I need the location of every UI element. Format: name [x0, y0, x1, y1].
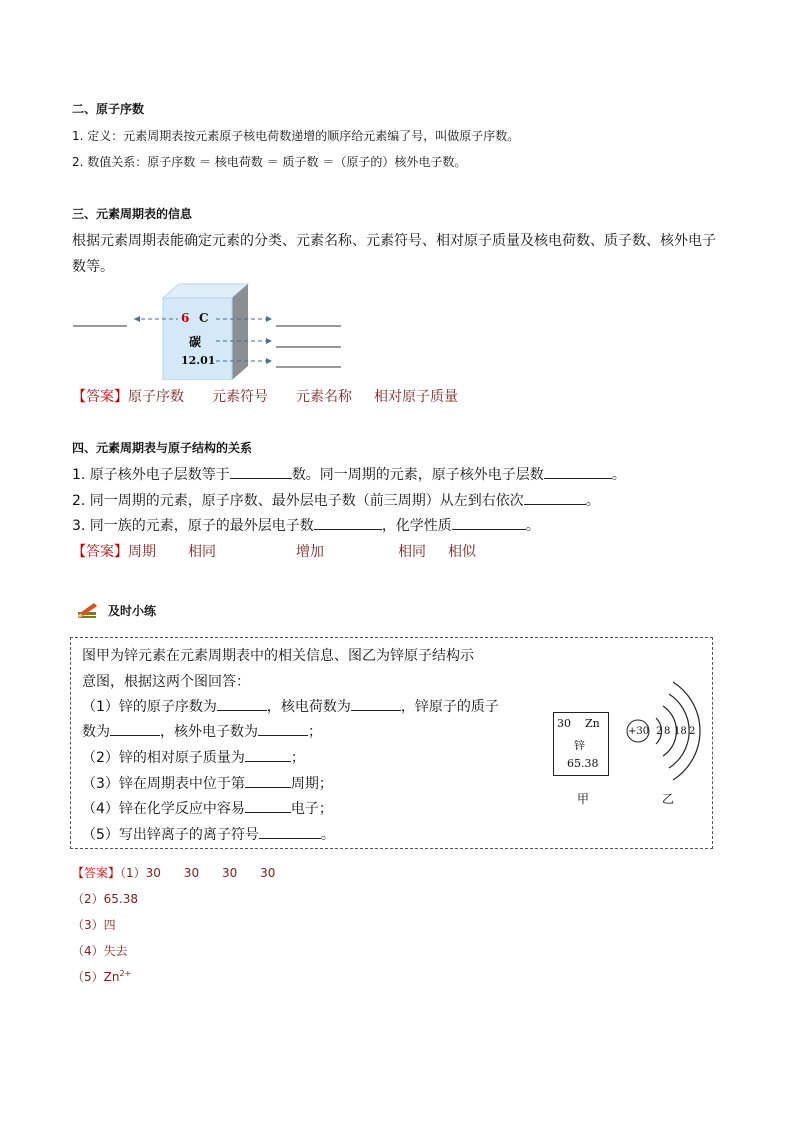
blank: [230, 465, 292, 479]
shell-electrons: 18: [674, 726, 687, 737]
cube-element-name: 碳: [189, 335, 202, 349]
answer-item: 增加: [296, 544, 324, 560]
shell-electrons: 2: [689, 726, 696, 737]
practice-title: 及时小练: [108, 604, 157, 618]
section-3-answer: [72, 386, 458, 406]
practice-answer-5: $(5)Zn^{2+}$: [72, 969, 132, 984]
blank: [524, 491, 586, 505]
cube-atomic-number: 6: [181, 311, 190, 325]
blank: [217, 697, 267, 711]
answer-item: 相同: [188, 544, 216, 560]
answer-item: 元素符号: [212, 389, 268, 405]
question-5: （5）写出锌离子的离子符号 。: [82, 827, 335, 843]
zn-mass: 65.38: [567, 757, 599, 770]
blank: [544, 465, 612, 479]
blank: [258, 722, 308, 736]
section-3-paragraph-line-2: 数等。: [72, 259, 114, 275]
section-3-title: 三、元素周期表的信息: [72, 207, 193, 221]
cube-side-face: [232, 284, 248, 380]
section-3-paragraph-line-1: 根据元素周期表能确定元素的分类、元素名称、元素符号、相对原子质量及核电荷数、质子数、核外电子: [72, 233, 716, 249]
shell-electrons: 2: [656, 726, 663, 737]
practice-answer-4: （4）失去: [72, 944, 128, 958]
section-2-title: 二、原子序数: [72, 102, 145, 116]
section-4-answer: [72, 541, 476, 561]
cube-mass: 12.01: [181, 354, 216, 367]
shell-electrons: 8: [664, 726, 671, 737]
practice-intro-line-2: 意图，根据这两个图回答：: [82, 674, 250, 690]
answer-item: 相似: [448, 544, 476, 560]
blank: [245, 799, 291, 813]
section-4-line-2: 2. 同一周期的元素，原子序数、最外层电子数（前三周期）从左到右依次 。: [72, 493, 600, 509]
practice-answer-1: 【答案】（1）30 30 30 30: [72, 866, 276, 880]
question-1-line-1: （1）锌的原子序数为 ，核电荷数为 ，锌原子的质子: [82, 699, 499, 715]
blank: [452, 516, 526, 530]
answer-item: 相同: [398, 544, 426, 560]
answer-item: 周期: [128, 544, 156, 560]
section-4-line-3: 3. 同一族的元素，原子的最外层电子数 ，化学性质 。: [72, 518, 540, 534]
cube-symbol: C: [199, 311, 209, 325]
blank: [259, 825, 321, 839]
section-4-title: 四、元素周期表与原子结构的关系: [72, 441, 253, 455]
blank: [314, 516, 382, 530]
answer-tag: 【答案】: [72, 866, 121, 880]
label-yi: 乙: [662, 792, 675, 806]
blank: [351, 697, 401, 711]
zn-symbol: Zn: [585, 717, 600, 730]
answer-item: 原子序数: [128, 389, 184, 405]
answer-tag: 【答案】: [72, 544, 128, 560]
definition-line: 1. 定义：元素周期表按元素原子核电荷数递增的顺序给元素编了号，叫做原子序数。: [72, 129, 520, 143]
zn-name: 锌: [574, 739, 585, 752]
question-3: （3）锌在周期表中位于第 周期；: [82, 776, 333, 792]
answer-item: 元素名称: [296, 389, 352, 405]
section-4-line-1: 1. 原子核外电子层数等于 数。同一周期的元素，原子核外电子层数 。: [72, 467, 626, 483]
label-jia: 甲: [577, 792, 590, 806]
blank: [245, 748, 291, 762]
question-1-line-2: 数为 ，核外电子数为 ；: [82, 724, 322, 740]
question-2: （2）锌的相对原子质量为 ；: [82, 750, 305, 766]
practice-answer-2: （2）65.38: [72, 892, 138, 906]
pencil-icon: [76, 600, 100, 620]
relation-line: 2. 数值关系：原子序数 ＝ 核电荷数 ＝ 质子数 ＝（原子的）核外电子数。: [72, 155, 467, 169]
answer-tag: 【答案】: [72, 389, 128, 405]
practice-intro-line-1: 图甲为锌元素在元素周期表中的相关信息、图乙为锌原子结构示: [82, 648, 474, 664]
zn-atomic-number: 30: [557, 717, 571, 730]
blank: [110, 722, 160, 736]
answer-item: 相对原子质量: [374, 389, 458, 405]
practice-answer-3: （3）四: [72, 918, 116, 932]
blank: [245, 774, 291, 788]
nucleus-charge: +30: [628, 726, 650, 737]
question-4: （4）锌在化学反应中容易 电子；: [82, 801, 333, 817]
